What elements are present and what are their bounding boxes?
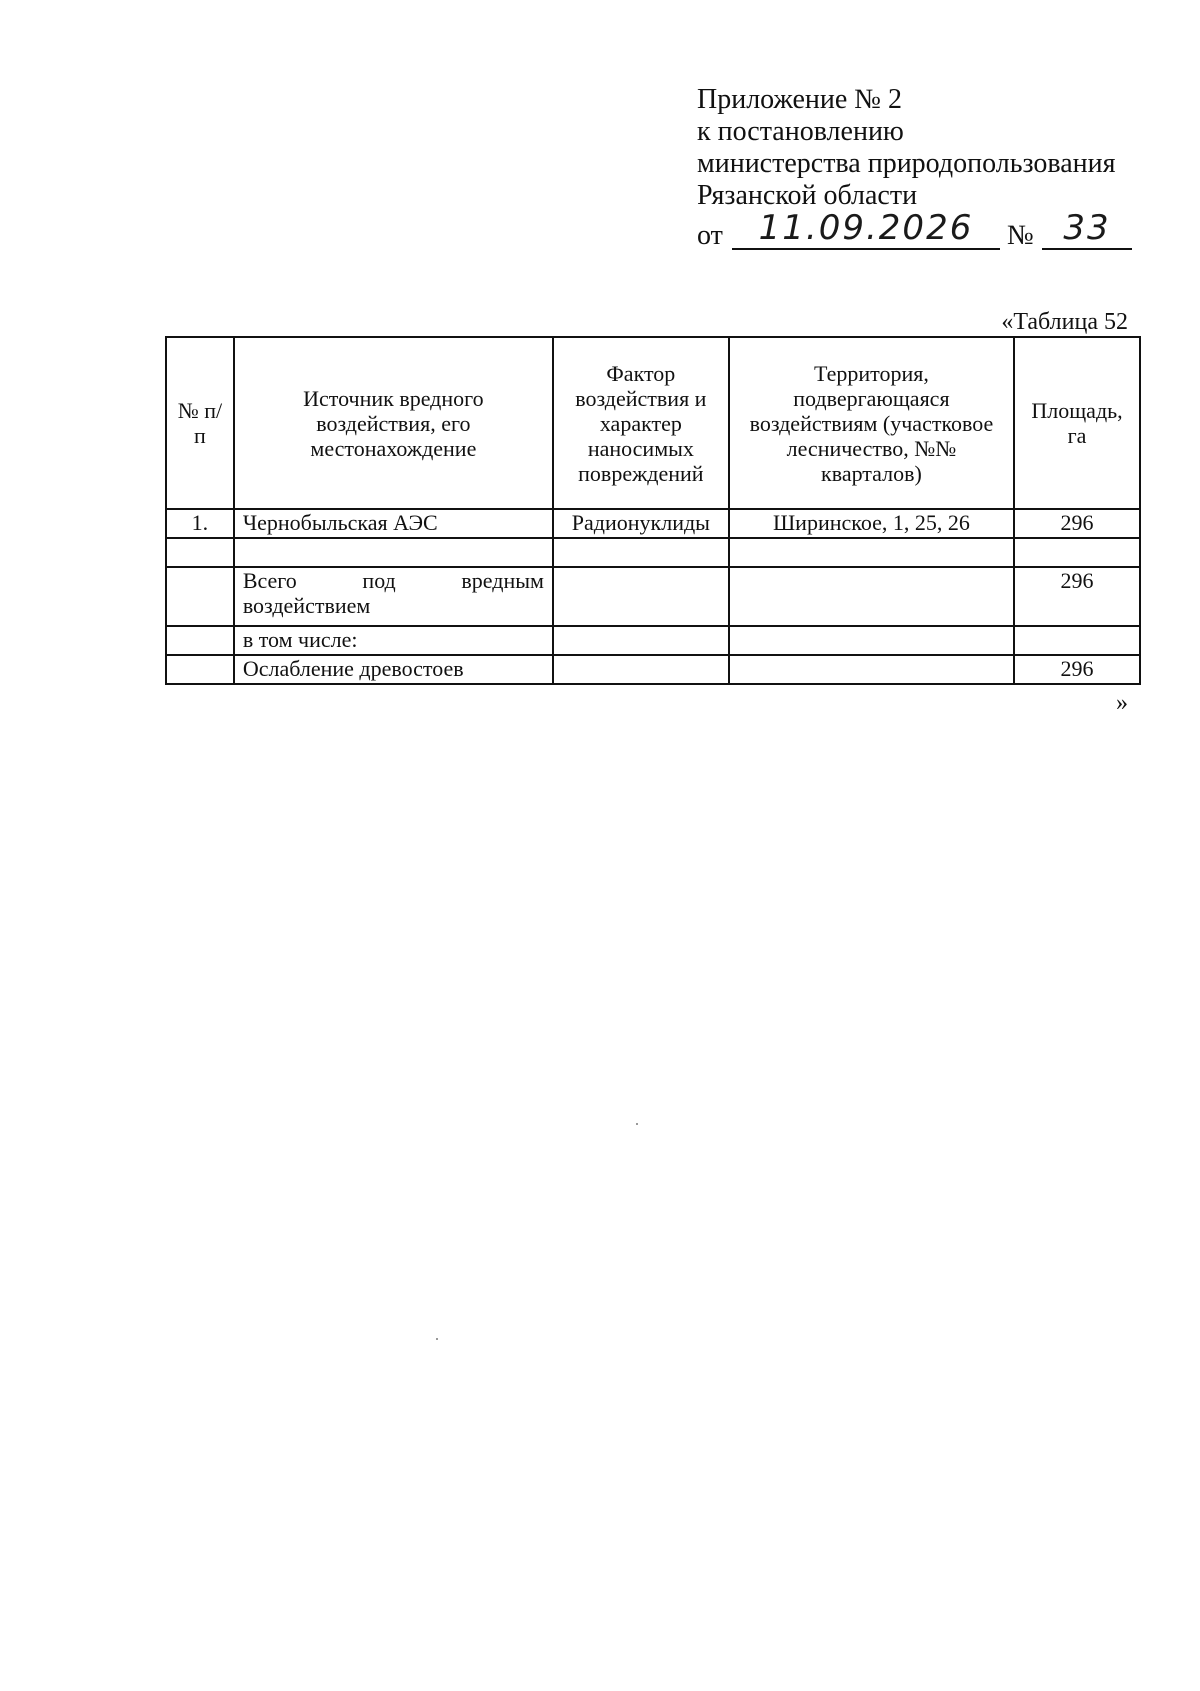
cell-weakening-area: 296 <box>1014 655 1140 684</box>
appendix-line-2: к постановлению <box>697 116 904 147</box>
empty-cell <box>553 567 729 626</box>
table-row-weakening <box>166 655 1140 684</box>
cell-area: 296 <box>1014 509 1140 538</box>
empty-cell <box>166 567 234 626</box>
cell-total-area: 296 <box>1014 567 1140 626</box>
header-num: № п/п <box>166 337 234 509</box>
handwritten-number: 33 <box>1042 208 1132 250</box>
number-prefix: № <box>1007 220 1034 251</box>
table-row <box>166 509 1140 538</box>
table-header-row <box>166 337 1140 509</box>
empty-cell <box>729 567 1014 626</box>
closing-quote: » <box>1116 690 1128 716</box>
total-label-line-1: Всего под вредным <box>242 568 544 593</box>
empty-cell <box>553 626 729 655</box>
cell-territory: Ширинское, 1, 25, 26 <box>729 509 1014 538</box>
approval-block <box>697 84 1116 254</box>
appendix-line-3: министерства природопользования <box>697 148 1116 179</box>
empty-cell <box>1014 538 1140 567</box>
table-row-empty <box>166 538 1140 567</box>
appendix-title: Приложение № 2 <box>697 84 902 115</box>
table-caption: «Таблица 52 <box>1001 309 1128 335</box>
empty-cell <box>729 538 1014 567</box>
harmful-impact-table <box>165 336 1141 685</box>
cell-weakening-label: Ослабление древостоев <box>234 655 553 684</box>
cell-total-label <box>234 567 553 626</box>
empty-cell <box>166 626 234 655</box>
empty-cell <box>166 538 234 567</box>
empty-cell <box>729 626 1014 655</box>
date-number-line <box>697 208 1116 254</box>
empty-cell <box>553 538 729 567</box>
total-label-line-2: воздействием <box>242 593 371 618</box>
empty-cell <box>729 655 1014 684</box>
header-source: Источник вредного воздействия, его местонахождение <box>234 337 553 509</box>
cell-num: 1. <box>166 509 234 538</box>
header-area: Площадь, га <box>1014 337 1140 509</box>
cell-source: Чернобыльская АЭС <box>234 509 553 538</box>
scan-speck <box>436 1338 438 1340</box>
empty-cell <box>166 655 234 684</box>
empty-cell <box>553 655 729 684</box>
appendix-line-4: Рязанской области <box>697 180 918 211</box>
table-row-total <box>166 567 1140 626</box>
empty-cell <box>234 538 553 567</box>
cell-including: в том числе: <box>234 626 553 655</box>
date-prefix: от <box>697 220 723 251</box>
header-territory: Территория, подвергающаяся воздействиям (участковое лесничество, №№ кварталов) <box>729 337 1014 509</box>
handwritten-date: 11.09.2026 <box>732 208 1000 250</box>
cell-factor: Радионуклиды <box>553 509 729 538</box>
header-factor: Фактор воздействия и характер наносимых повреждений <box>553 337 729 509</box>
empty-cell <box>1014 626 1140 655</box>
scan-speck <box>636 1123 638 1125</box>
table-row-including <box>166 626 1140 655</box>
